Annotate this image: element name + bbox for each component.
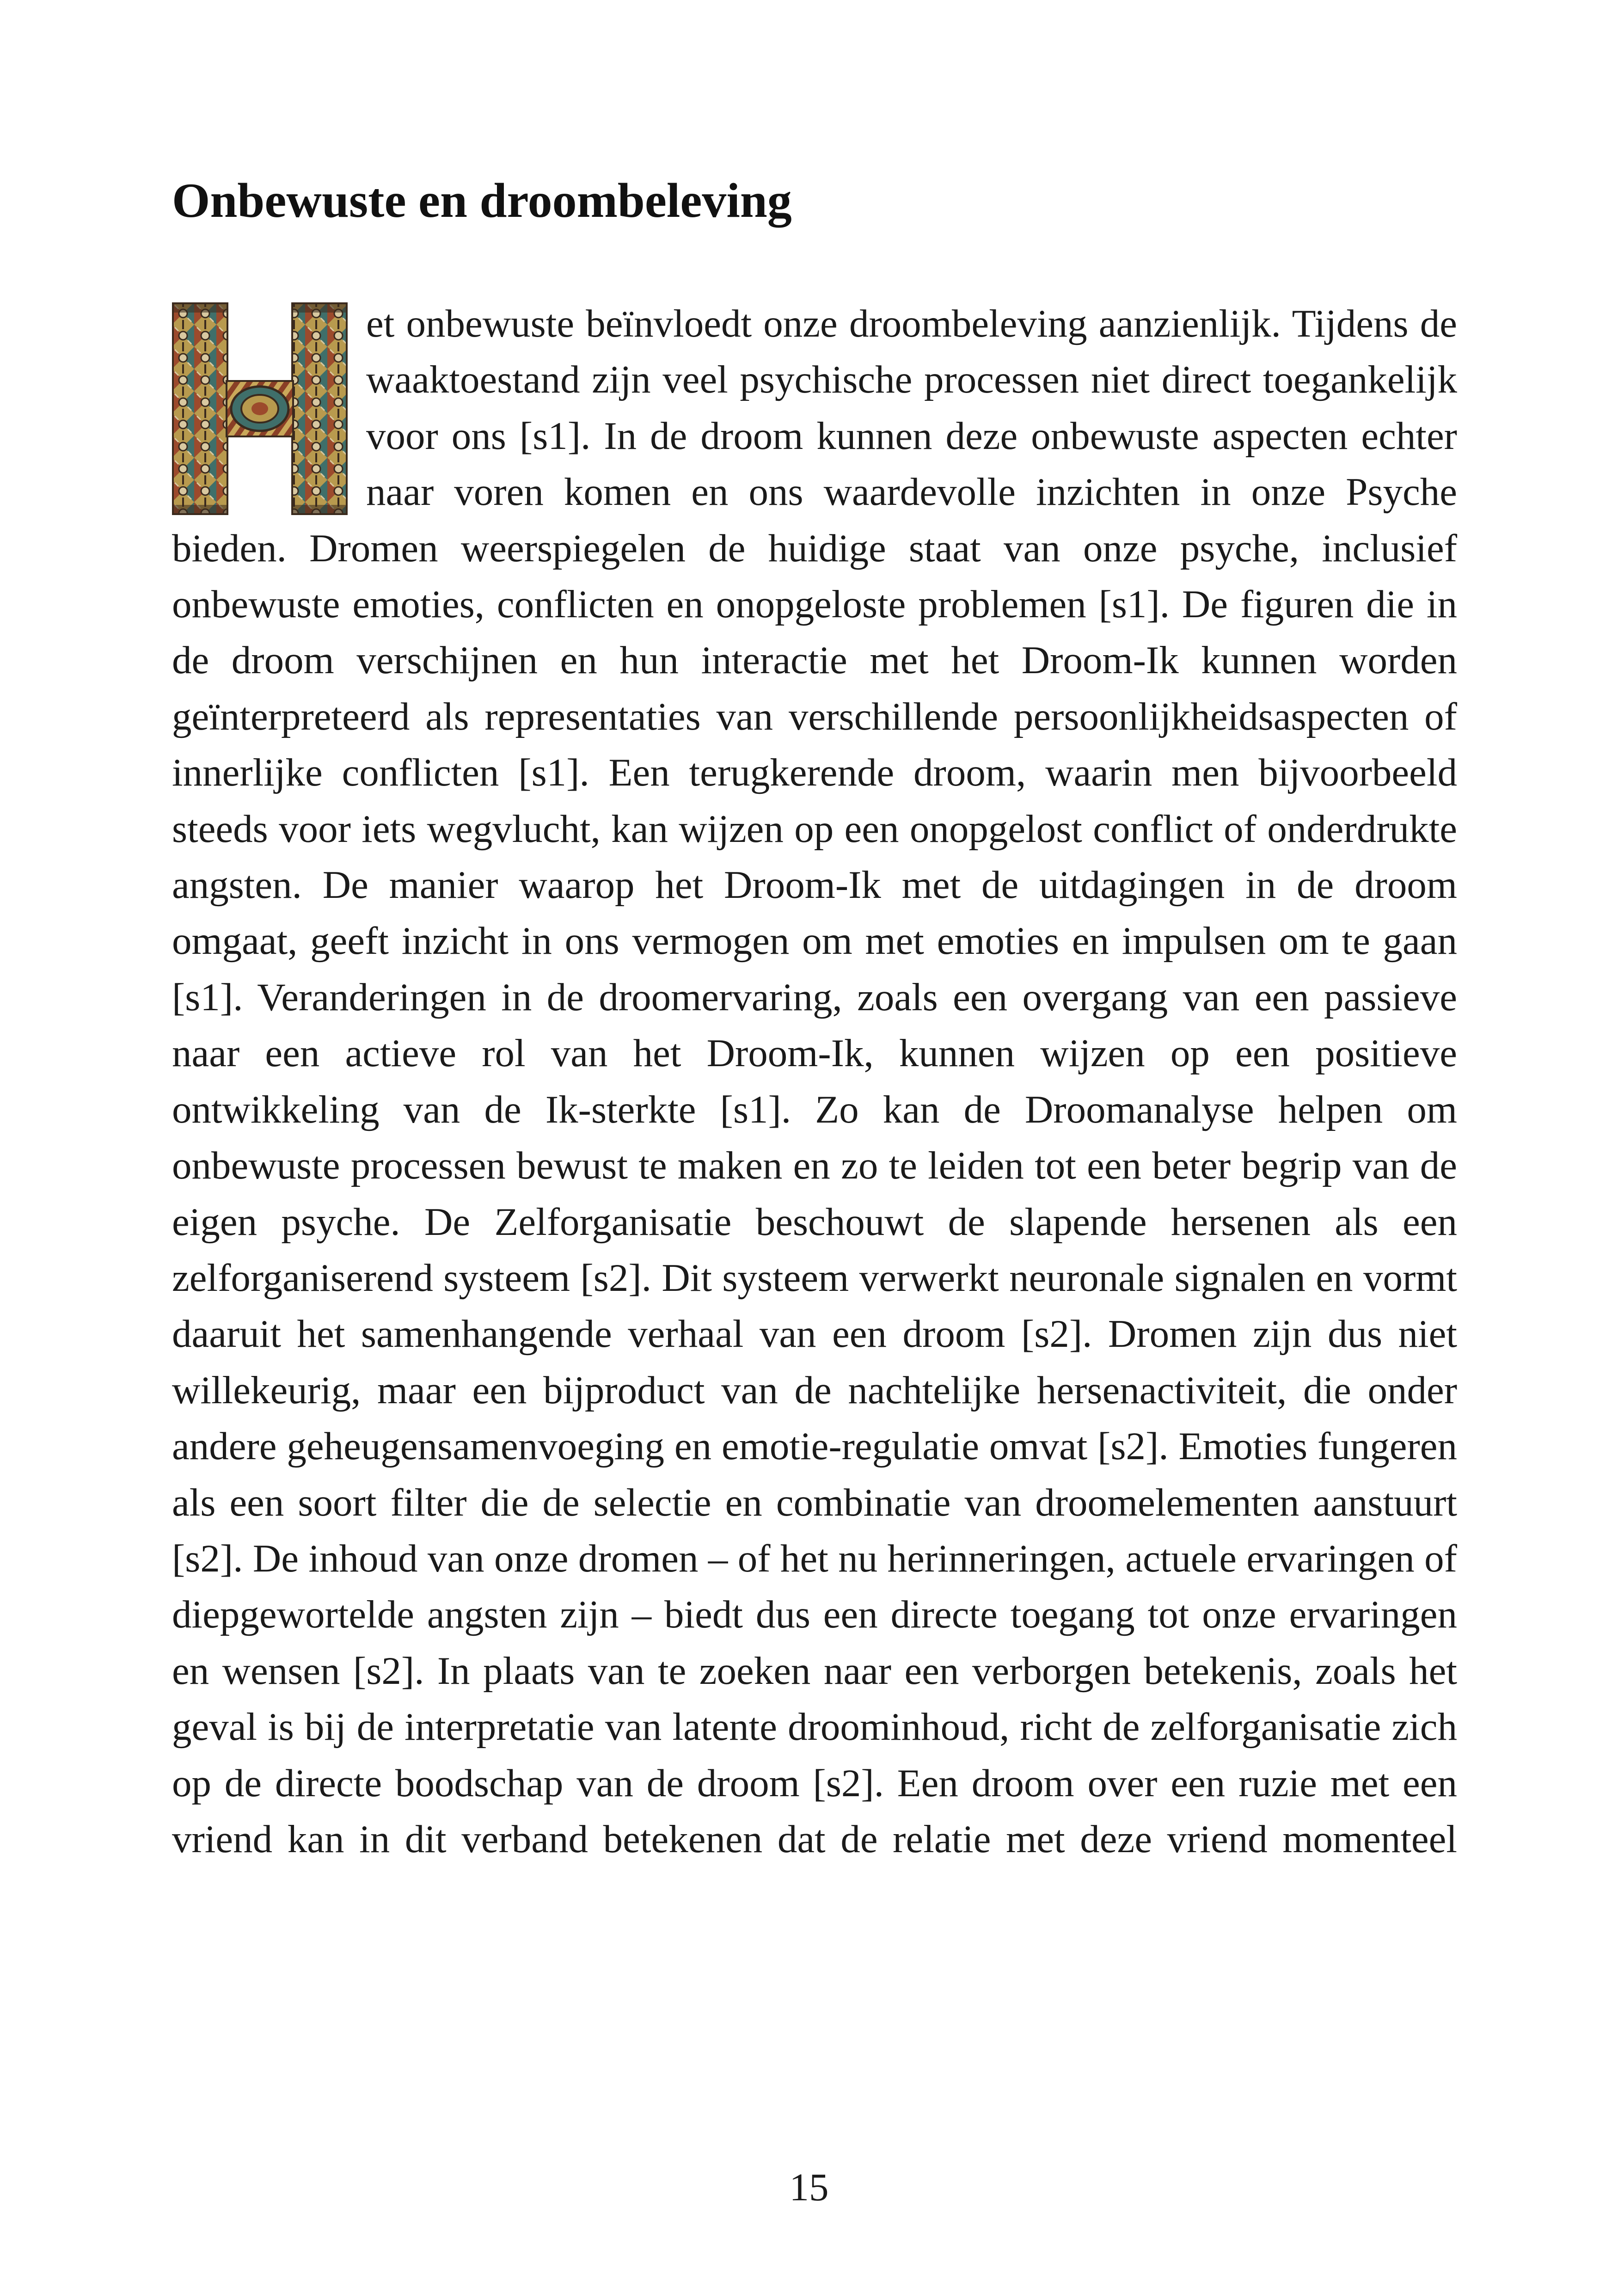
section-heading: Onbewuste en droombeleving — [172, 173, 792, 227]
body-paragraph-text: et onbewuste beïnvloedt onze droombeleving aanzienlijk. Tijdens de waaktoestand zijn veel psychische processen niet direct toegankelijk voor ons [s1]. In de droom kunnen deze onbewuste aspecten echter naar voren komen en ons waardevolle inzichten in onze Psyche bieden. Dromen weerspiegelen de huidige staat van onze psyche, inclusief onbewuste emoties, conflicten en onopgeloste problemen [s1]. De figuren die in de droom verschijnen en hun interactie met het Droom-Ik kunnen worden geïnterpreteerd als representaties van verschillende persoonlijkheidsaspecten of innerlijke conflicten [s1]. Een terugkerende droom, waarin men bijvoorbeeld steeds voor iets wegvlucht, kan wijzen op een onopgelost conflict of onderdrukte angsten. De manier waarop het Droom-Ik met de uitdagingen in de droom omgaat, geeft inzicht in ons vermogen om met emoties en impulsen om te gaan [s1]. Veranderingen in de droomervaring, zoals een overgang van een passieve naar een actieve rol van het Droom-Ik, kunnen wijzen op een positieve ontwikkeling van de Ik-sterkte [s1]. Zo kan de Droomanalyse helpen om onbewuste processen bewust te maken en zo te leiden tot een beter begrip van de eigen psyche. De Zelforganisatie beschouwt de slapende hersenen als een zelforganiserend systeem [s2]. Dit systeem verwerkt neuronale signalen en vormt daaruit het samenhangende verhaal van een droom [s2]. Dromen zijn dus niet willekeurig, maar een bijproduct van de nachtelijke hersenactiviteit, die onder andere geheugensamenvoeging en emotie-regulatie omvat [s2]. Emoties fungeren als een soort filter die de selectie en combinatie van droomelementen aanstuurt [s2]. De inhoud van onze dromen – of het nu herinneringen, actuele ervaringen of diepgewortelde angsten zijn – biedt dus een directe toegang tot onze ervaringen en wensen [s2]. In plaats van te zoeken naar een verborgen betekenis, zoals het geval is bij de interpretatie van latente droominhoud, richt de zelforganisatie zich op de directe boodschap van de droom [s2]. Een droom over een ruzie met een vriend kan in dit verband betekenen dat de relatie met deze vriend momenteel — [172, 302, 1457, 1861]
body-paragraph — [172, 296, 1457, 1867]
drop-cap-h-icon — [172, 302, 348, 515]
page-number: 15 — [789, 2166, 829, 2209]
